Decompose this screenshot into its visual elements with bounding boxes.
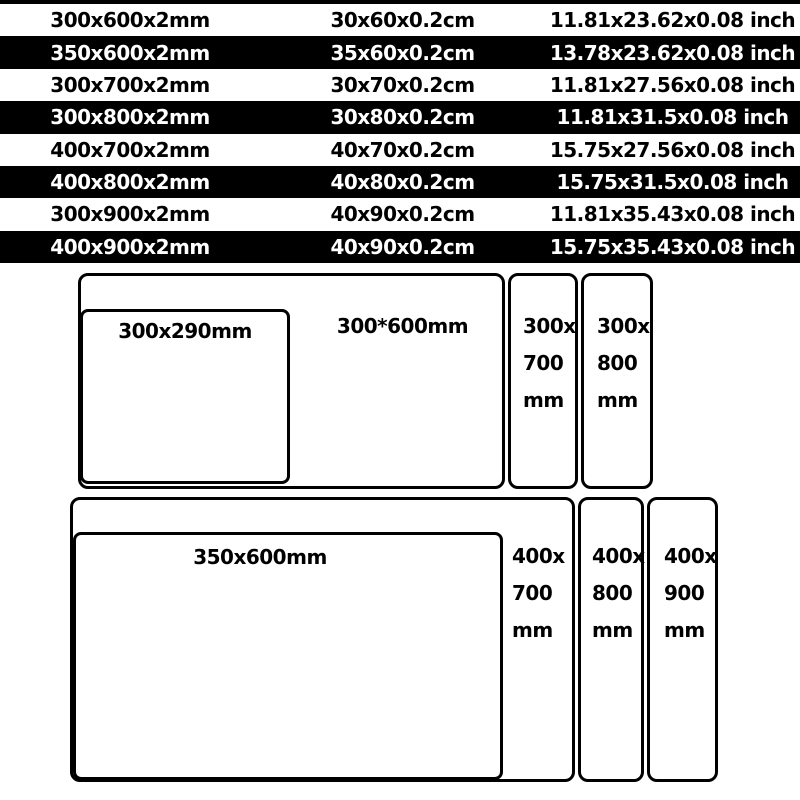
rect-400x700-label: 400x 700 mm — [512, 544, 565, 642]
size-cm-cell: 35x60x0.2cm — [330, 40, 475, 65]
size-inch-cell: 15.75x35.43x0.08 inch — [549, 234, 796, 259]
rect-300x290 — [80, 309, 290, 484]
rect-300x700 — [508, 273, 578, 489]
table-row-300x800 — [0, 101, 800, 133]
table-row-300x700 — [0, 69, 800, 101]
size-cm-cell: 40x90x0.2cm — [330, 202, 475, 227]
size-mm-cell: 400x900x2mm — [50, 234, 210, 259]
size-cm-cell: 30x70x0.2cm — [330, 72, 475, 97]
size-mm-cell: 400x700x2mm — [50, 137, 210, 162]
rect-300x290-label: 300x290mm — [118, 319, 252, 343]
size-mm-cell: 350x600x2mm — [50, 40, 210, 65]
table-row-400x900 — [0, 231, 800, 263]
size-inch-cell: 11.81x23.62x0.08 inch — [549, 8, 796, 33]
table-row-400x800 — [0, 166, 800, 198]
size-inch-cell: 15.75x31.5x0.08 inch — [556, 170, 789, 195]
rect-300x600-label: 300*600mm — [336, 314, 469, 338]
size-cm-cell: 30x60x0.2cm — [330, 8, 475, 33]
table-row-350x600 — [0, 36, 800, 68]
size-table — [0, 4, 800, 263]
rect-400x800 — [578, 497, 644, 782]
rect-350x600 — [73, 532, 503, 780]
size-inch-cell: 13.78x23.62x0.08 inch — [549, 40, 796, 65]
rect-400x900-label: 400x 900 mm — [664, 544, 717, 642]
rect-400x800-label: 400x 800 mm — [592, 544, 645, 642]
size-mm-cell: 300x800x2mm — [50, 105, 210, 130]
size-cm-cell: 30x80x0.2cm — [330, 105, 475, 130]
rect-300x800-label: 300x 800 mm — [597, 314, 650, 412]
size-cm-cell: 40x90x0.2cm — [330, 234, 475, 259]
rect-300x700-label: 300x 700 mm — [523, 314, 576, 412]
size-cm-cell: 40x80x0.2cm — [330, 170, 475, 195]
size-cm-cell: 40x70x0.2cm — [330, 137, 475, 162]
table-row-300x600 — [0, 4, 800, 36]
size-inch-cell: 15.75x27.56x0.08 inch — [549, 137, 796, 162]
table-row-300x900 — [0, 198, 800, 230]
rect-350x600-label: 350x600mm — [193, 545, 327, 569]
size-mm-cell: 300x700x2mm — [50, 72, 210, 97]
size-inch-cell: 11.81x27.56x0.08 inch — [549, 72, 796, 97]
rect-300x800 — [581, 273, 653, 489]
size-mm-cell: 300x600x2mm — [50, 8, 210, 33]
size-inch-cell: 11.81x31.5x0.08 inch — [556, 105, 789, 130]
size-mm-cell: 300x900x2mm — [50, 202, 210, 227]
size-mm-cell: 400x800x2mm — [50, 170, 210, 195]
size-inch-cell: 11.81x35.43x0.08 inch — [549, 202, 796, 227]
rect-400x900 — [647, 497, 718, 782]
table-row-400x700 — [0, 134, 800, 166]
